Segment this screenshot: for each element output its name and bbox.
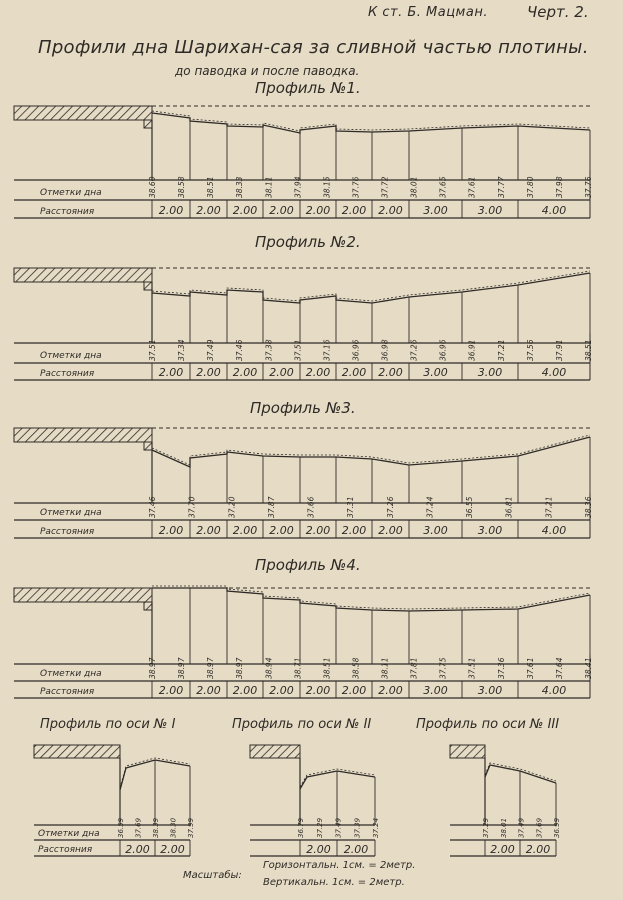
profile-2-elevation: 37.91: [554, 339, 564, 361]
profile-4-elevation: 38.71: [293, 657, 303, 679]
profile-4-elevation: 37.36: [496, 657, 506, 679]
profile-2-bed-line-before: [152, 271, 590, 301]
profile-3-elevation: 37.46: [148, 496, 157, 518]
axis-profile-3-distance: 2.00: [525, 843, 551, 856]
profile-4-elevation: 38.51: [322, 657, 332, 679]
profile-1-distance: 2.00: [196, 204, 221, 217]
profile-3-distance: 3.00: [423, 524, 448, 537]
profile-2-elev-label: Отметки дна: [40, 351, 102, 361]
profile-4-distance: 2.00: [305, 684, 331, 697]
profile-4-elevation: 37.64: [554, 657, 564, 679]
profile-2-distance: 2.00: [341, 366, 367, 379]
axis-profile-1-distance: 2.00: [160, 843, 185, 856]
axis-profile-3-elevation: 36.99: [553, 817, 561, 838]
profile-1-dist-label: Расстояния: [40, 207, 95, 217]
profile-1-elev-label: Отметки дна: [40, 188, 102, 198]
profile-3-elevation: 37.31: [346, 496, 356, 518]
profile-2-elevation: 36.98: [380, 339, 390, 361]
profile-4-distance: 3.00: [477, 684, 503, 697]
profile-3-distance: 2.00: [378, 524, 403, 537]
profile-1-distance: 2.00: [341, 204, 367, 217]
profile-3-elevation: 37.26: [385, 496, 395, 518]
profile-3-distance: 2.00: [158, 524, 184, 537]
axis-profile-1-dist-label: Расстояния: [38, 845, 93, 855]
profile-2-elevation: 38.51: [584, 339, 593, 361]
profile-4-elevation: 38.41: [584, 657, 593, 679]
profile-4-distance: 2.00: [232, 684, 258, 697]
profile-4-elevation: 37.51: [467, 657, 477, 679]
corner-note: К ст. Б. Мацман.: [368, 5, 488, 20]
profile-1-elevation: 38.58: [177, 176, 187, 198]
profile-1-bed-line: [152, 113, 590, 133]
profile-1-elevation: 38.33: [235, 176, 245, 198]
profile-3-elevation: 38.36: [584, 496, 593, 518]
profile-2-elevation: 36.91: [467, 339, 477, 361]
axis-profile-1-distance: 2.00: [125, 843, 150, 856]
profile-2-elevation: 37.16: [322, 339, 332, 361]
profile-1-elevation: 37.72: [380, 176, 390, 198]
profile-2-dam-step: [144, 282, 152, 290]
profile-4-elevation: 38.94: [264, 657, 274, 679]
profile-4-distance: 2.00: [196, 684, 221, 697]
profile-3-elevation: 36.55: [465, 496, 475, 518]
profile-3-elevation: 37.20: [227, 496, 237, 518]
profile-4-elev-label: Отметки дна: [40, 669, 102, 679]
profile-3-dam-step: [144, 442, 152, 450]
profile-1-distance: 2.00: [232, 204, 258, 217]
profile-4-elevation: 38.97: [235, 657, 245, 679]
profile-1-distance: 2.00: [269, 204, 294, 217]
profile-2-elevation: 37.51: [148, 339, 157, 361]
profile-1-elevation: 38.01: [409, 176, 419, 198]
profile-3-elev-label: Отметки дна: [40, 508, 102, 518]
axis-profile-2-bed-line: [300, 771, 375, 789]
profile-3-elevation: 36.81: [504, 496, 514, 518]
profile-2-distance: 2.00: [158, 366, 184, 379]
profile-2-distance: 2.00: [196, 366, 221, 379]
axis-profile-3-dam-block: [450, 745, 485, 758]
profile-3-dam-block: [14, 428, 152, 442]
profile-3-elevation: 37.66: [306, 496, 316, 518]
profile-4-distance: 3.00: [423, 684, 448, 697]
profile-2-distance: 2.00: [232, 366, 258, 379]
axis-profile-1-elevation: 37.69: [134, 817, 143, 838]
profile-3-bed-line-before: [152, 435, 590, 465]
profile-2-bed-line: [152, 273, 590, 303]
profile-1-elevation: 38.15: [322, 176, 332, 198]
profile-2-dist-label: Расстояния: [40, 369, 95, 379]
profile-2-elevation: 37.26: [409, 339, 419, 361]
profile-3-elevation: 37.24: [425, 496, 435, 518]
profile-2-distance: 2.00: [269, 366, 294, 379]
profile-4-bed-line-before: [152, 586, 590, 609]
profile-1-elevation: 37.94: [293, 176, 303, 198]
scales-label: Масштабы:: [183, 870, 242, 881]
axis-profile-3-elevation: 37.29: [482, 817, 490, 838]
profile-1-elevation: 37.80: [525, 176, 535, 198]
profile-2-distance: 2.00: [305, 366, 331, 379]
axis-profile-1-elevation: 38.30: [169, 817, 178, 838]
axis-profile-3-elevation: 37.49: [517, 817, 526, 838]
profile-1-elevation: 38.60: [148, 176, 157, 198]
scale-horizontal: Горизонтальн. 1см. = 2метр.: [263, 860, 416, 871]
drawing-subtitle: до паводка и после паводка.: [175, 64, 360, 78]
profile-1-elevation: 38.51: [206, 176, 216, 198]
profile-4-dam-step: [144, 602, 152, 610]
profile-3-elevation: 37.70: [187, 496, 197, 518]
profile-4-bed-line: [152, 588, 590, 611]
profile-1-elevation: 37.76: [351, 176, 361, 198]
profile-1-distance: 2.00: [158, 204, 184, 217]
profile-4-title: Профиль №4.: [255, 556, 361, 574]
axis-profile-2-elevation: 37.49: [334, 817, 343, 838]
axis-profile-2-distance: 2.00: [306, 843, 331, 856]
profile-4-elevation: 38.97: [148, 657, 157, 679]
profile-2-elevation: 37.49: [206, 339, 216, 361]
profile-1-bed-line-before: [152, 111, 590, 131]
profile-4-distance: 2.00: [269, 684, 294, 697]
profile-4-elevation: 38.11: [380, 657, 390, 679]
profile-1-elevation: 37.98: [554, 176, 564, 198]
profile-2-elevation: 37.34: [177, 339, 187, 361]
axis-profile-2-elevation: 37.24: [372, 817, 380, 838]
axis-profile-2-elevation: 37.39: [353, 817, 362, 838]
axis-profile-3-distance: 2.00: [490, 843, 515, 856]
profile-1-elevation: 37.61: [467, 176, 477, 198]
profile-4-elevation: 38.97: [177, 657, 187, 679]
axis-profile-3-bed-line: [485, 765, 556, 783]
profile-4-dam-block: [14, 588, 152, 602]
profile-3-elevation: 37.87: [266, 496, 276, 518]
axis-profile-2-title: Профиль по оси № II: [232, 717, 372, 732]
axis-profile-2-dam-block: [250, 745, 300, 758]
drawing-title: Профили дна Шарихан-сая за сливной частью плотины.: [38, 37, 589, 58]
profile-2-elevation: 37.56: [525, 339, 535, 361]
profile-4-distance: 2.00: [158, 684, 184, 697]
profile-1-distance: 2.00: [378, 204, 403, 217]
axis-profile-2-elevation: 36.79: [297, 817, 305, 838]
axis-profile-1-elevation: 38.39: [152, 817, 160, 838]
profile-4-elevation: 38.58: [351, 657, 361, 679]
axis-profile-1-dam-block: [34, 745, 120, 758]
profile-4-distance: 4.00: [541, 684, 567, 697]
profile-2-distance: 4.00: [541, 366, 567, 379]
profile-3-distance: 2.00: [196, 524, 221, 537]
profile-4-elevation: 37.75: [438, 657, 448, 679]
profile-4-distance: 2.00: [378, 684, 403, 697]
profile-2-elevation: 37.51: [293, 339, 303, 361]
profile-2-distance: 2.00: [378, 366, 403, 379]
profile-1-distance: 3.00: [423, 204, 448, 217]
axis-profile-3-elevation: 37.69: [535, 817, 544, 838]
profile-1-elevation: 37.76: [584, 176, 593, 198]
axis-profile-1-elevation: 37.99: [187, 817, 195, 838]
scale-vertical: Вертикальн. 1см. = 2метр.: [263, 877, 405, 888]
axis-profile-1-title: Профиль по оси № I: [40, 717, 176, 732]
axis-profile-1-elevation: 36.59: [117, 817, 125, 838]
profile-2-dam-block: [14, 268, 152, 282]
profile-1-title: Профиль №1.: [255, 79, 361, 97]
profile-2-elevation: 37.21: [496, 339, 506, 361]
profile-4-elevation: 37.81: [409, 657, 419, 679]
profile-1-dam-block: [14, 106, 152, 120]
profile-3-distance: 2.00: [232, 524, 258, 537]
profile-3-distance: 2.00: [305, 524, 331, 537]
profile-2-distance: 3.00: [423, 366, 448, 379]
profile-1-distance: 2.00: [305, 204, 331, 217]
profile-3-distance: 3.00: [477, 524, 503, 537]
profile-1-distance: 3.00: [477, 204, 503, 217]
profile-2-elevation: 36.96: [351, 339, 361, 361]
profile-1-distance: 4.00: [541, 204, 567, 217]
profile-3-distance: 2.00: [269, 524, 294, 537]
profile-3-distance: 2.00: [341, 524, 367, 537]
profile-3-elevation: 37.21: [544, 496, 554, 518]
profile-1-dam-step: [144, 120, 152, 128]
axis-profile-2-distance: 2.00: [343, 843, 369, 856]
axis-profile-3-title: Профиль по оси № III: [416, 717, 560, 732]
profile-1-elevation: 37.65: [438, 176, 448, 198]
axis-profile-2-elevation: 37.29: [315, 817, 324, 838]
profile-3-dist-label: Расстояния: [40, 527, 95, 537]
profile-2-title: Профиль №2.: [255, 233, 361, 251]
profile-2-distance: 3.00: [477, 366, 503, 379]
axis-profile-1-elev-label: Отметки дна: [38, 829, 100, 839]
profile-2-elevation: 37.46: [235, 339, 245, 361]
profile-4-distance: 2.00: [341, 684, 367, 697]
profile-2-elevation: 37.38: [264, 339, 274, 361]
profile-1-elevation: 38.11: [264, 176, 274, 198]
profile-1-elevation: 37.77: [496, 176, 506, 198]
profile-4-dist-label: Расстояния: [40, 687, 95, 697]
profile-3-title: Профиль №3.: [250, 399, 356, 417]
profile-2-elevation: 36.96: [438, 339, 448, 361]
profile-4-elevation: 38.97: [206, 657, 216, 679]
profile-4-elevation: 37.61: [525, 657, 535, 679]
sheet-number: Черт. 2.: [527, 3, 589, 21]
profile-3-distance: 4.00: [541, 524, 567, 537]
axis-profile-3-elevation: 38.01: [499, 817, 508, 838]
